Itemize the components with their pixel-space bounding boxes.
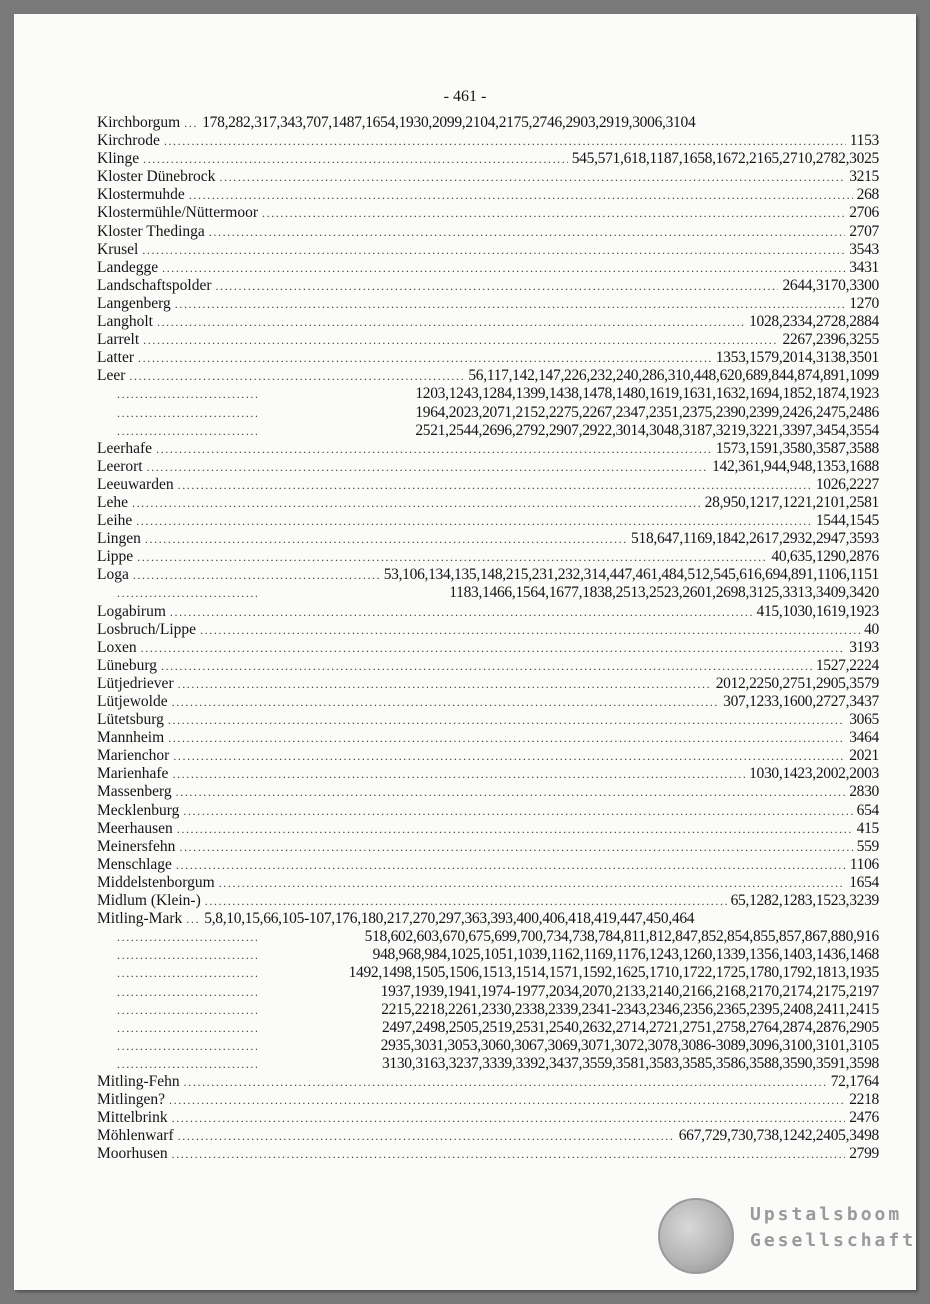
index-continuation-line	[97, 1055, 879, 1073]
index-entry	[97, 259, 879, 277]
entry-place-name: Mitling-Mark	[97, 910, 183, 928]
index-entry	[97, 367, 879, 385]
entry-place-name: Langholt	[97, 313, 153, 331]
entry-place-name: Lehe	[97, 493, 128, 511]
leader-dots	[168, 711, 845, 729]
leader-dots	[184, 1073, 827, 1091]
leader-dots	[117, 584, 257, 602]
leader-dots	[205, 892, 727, 910]
leader-dots	[172, 1109, 846, 1127]
index-entry	[97, 711, 879, 729]
entry-references: 1964,2023,2071,2152,2275,2267,2347,2351,2375,2390,2399,2426,2475,2486	[415, 403, 879, 421]
page-number: - 461 -	[443, 88, 487, 105]
index-entry	[97, 331, 879, 349]
entry-references: 1030,1423,2002,2003	[749, 765, 879, 783]
publisher-logo	[658, 1198, 917, 1278]
entry-place-name: Lütetsburg	[97, 711, 164, 729]
leader-dots	[129, 367, 464, 385]
leader-dots	[117, 1001, 257, 1019]
entry-references: 2012,2250,2751,2905,3579	[715, 674, 879, 692]
leader-dots	[169, 1091, 845, 1109]
entry-references: 667,729,730,738,1242,2405,3498	[678, 1127, 879, 1145]
leader-dots	[142, 241, 845, 259]
leader-dots	[209, 223, 845, 241]
index-entry	[97, 114, 879, 132]
entry-place-name: Leer	[97, 367, 126, 385]
entry-references: 654	[856, 801, 879, 819]
entry-references: 1203,1243,1284,1399,1438,1478,1480,1619,1631,1632,1694,1852,1874,1923	[415, 385, 879, 403]
entry-place-name: Lingen	[97, 530, 141, 548]
entry-place-name: Moorhusen	[97, 1145, 168, 1163]
entry-place-name: Mittelbrink	[97, 1109, 168, 1127]
index-continuation-line	[97, 964, 879, 982]
index-entry	[97, 838, 879, 856]
leader-dots	[117, 946, 257, 964]
entry-place-name: Landegge	[97, 258, 159, 276]
entry-references: 40,635,1290,2876	[771, 548, 879, 566]
entry-place-name: Mecklenburg	[97, 801, 180, 819]
leader-dots	[170, 603, 753, 621]
index-entry	[97, 1127, 879, 1145]
index-entry	[97, 204, 879, 222]
entry-place-name: Klostermühle/Nüttermoor	[97, 204, 258, 222]
leader-dots	[117, 422, 257, 440]
index-continuation-line	[97, 404, 879, 422]
entry-place-name: Logabirum	[97, 602, 166, 620]
entry-place-name: Lippe	[97, 548, 134, 566]
entry-place-name: Losbruch/Lippe	[97, 620, 197, 638]
entry-references: 2799	[849, 1145, 879, 1163]
entry-references: 948,968,984,1025,1051,1039,1162,1169,1176,1243,1260,1339,1356,1403,1436,1468	[372, 946, 879, 964]
entry-references: 3431	[849, 258, 879, 276]
index-entry	[97, 1109, 879, 1127]
entry-references: 2706	[849, 204, 879, 222]
index-entry	[97, 150, 879, 168]
entry-references: 3193	[849, 638, 879, 656]
leader-dots	[262, 204, 845, 222]
leader-dots	[117, 385, 257, 403]
leader-dots	[179, 838, 852, 856]
index-entry	[97, 566, 879, 584]
entry-references: 2707	[849, 222, 879, 240]
leader-dots	[172, 1145, 846, 1163]
leader-dots	[175, 295, 845, 313]
entry-references: 142,361,944,948,1353,1688	[712, 457, 879, 475]
leader-dots	[141, 639, 846, 657]
entry-place-name: Midlum (Klein-)	[97, 892, 201, 910]
index-entry	[97, 132, 879, 150]
index-entry	[97, 168, 879, 186]
index-entry	[97, 765, 879, 783]
leader-dots	[117, 983, 257, 1001]
leader-dots	[132, 494, 701, 512]
entry-references: 28,950,1217,1221,2101,2581	[704, 493, 879, 511]
leader-dots	[162, 259, 845, 277]
entry-place-name: Leerort	[97, 457, 143, 475]
index-entry	[97, 802, 879, 820]
index-continuation-line	[97, 422, 879, 440]
entry-references: 1028,2334,2728,2884	[749, 313, 879, 331]
entry-place-name: Larrelt	[97, 331, 140, 349]
entry-references: 2218	[849, 1091, 879, 1109]
index-entry	[97, 458, 879, 476]
leader-dots	[178, 675, 712, 693]
entry-place-name: Langenberg	[97, 294, 171, 312]
entry-references: 1937,1939,1941,1974-1977,2034,2070,2133,2140,2166,2168,2170,2174,2175,2197	[380, 982, 879, 1000]
index-entry	[97, 1091, 879, 1109]
index-continuation-line	[97, 1001, 879, 1019]
entry-references: 3464	[849, 729, 879, 747]
index-entry	[97, 747, 879, 765]
leader-dots	[219, 168, 845, 186]
entry-references: 1527,2224	[815, 656, 879, 674]
entry-place-name: Möhlenwarf	[97, 1127, 174, 1145]
leader-dots	[147, 458, 709, 476]
entry-place-name: Menschlage	[97, 855, 172, 873]
index-entry	[97, 603, 879, 621]
entry-place-name: Marienchor	[97, 747, 170, 765]
index-entry	[97, 440, 879, 458]
entry-place-name: Loxen	[97, 638, 137, 656]
entry-place-name: Mitlingen?	[97, 1091, 166, 1109]
index-entry	[97, 548, 879, 566]
index-entry	[97, 675, 879, 693]
leader-dots	[137, 548, 767, 566]
entry-place-name: Mitling-Fehn	[97, 1072, 180, 1090]
leader-dots	[172, 765, 745, 783]
leader-dots	[133, 566, 380, 584]
entry-place-name: Mannheim	[97, 729, 165, 747]
entry-place-name: Kirchborgum	[97, 114, 181, 131]
place-index	[97, 114, 879, 1163]
entry-place-name: Meerhausen	[97, 819, 173, 837]
seal-icon	[658, 1198, 734, 1274]
entry-references: 1106	[849, 855, 879, 873]
leader-dots	[184, 114, 198, 132]
document-page	[14, 14, 916, 1290]
index-entry	[97, 512, 879, 530]
entry-references: 3215	[849, 168, 879, 186]
entry-place-name: Marienhafe	[97, 765, 169, 783]
leader-dots	[156, 440, 712, 458]
entry-references: 1573,1591,3580,3587,3588	[715, 439, 879, 457]
entry-place-name: Kirchrode	[97, 132, 160, 150]
entry-references: 2021	[849, 747, 879, 765]
index-entry	[97, 313, 879, 331]
entry-references: 1153	[849, 132, 879, 150]
entry-place-name: Leerhafe	[97, 439, 153, 457]
entry-references: 2935,3031,3053,3060,3067,3069,3071,3072,3078,3086-3089,3096,3100,3101,3105	[380, 1036, 879, 1054]
leader-dots	[219, 874, 846, 892]
index-entry	[97, 494, 879, 512]
index-entry	[97, 657, 879, 675]
entry-references: 415,1030,1619,1923	[756, 602, 879, 620]
entry-place-name: Leeuwarden	[97, 475, 174, 493]
entry-place-name: Leihe	[97, 512, 133, 530]
entry-references: 2521,2544,2696,2792,2907,2922,3014,3048,3187,3219,3221,3397,3454,3554	[415, 421, 879, 439]
leader-dots	[200, 621, 860, 639]
entry-references: 1492,1498,1505,1506,1513,1514,1571,1592,1625,1710,1722,1725,1780,1792,1813,1935	[348, 964, 879, 982]
entry-references: 518,602,603,670,675,699,700,734,738,784,811,812,847,852,854,855,857,867,880,916	[364, 928, 879, 946]
leader-dots	[189, 186, 853, 204]
index-entry	[97, 729, 879, 747]
entry-references: 307,1233,1600,2727,3437	[723, 693, 879, 710]
leader-dots	[117, 964, 257, 982]
leader-dots	[161, 657, 812, 675]
entry-place-name: Krusel	[97, 240, 139, 258]
index-continuation-line	[97, 1037, 879, 1055]
index-entry	[97, 639, 879, 657]
index-continuation-line	[97, 928, 879, 946]
index-entry	[97, 820, 879, 838]
entry-references: 2497,2498,2505,2519,2531,2540,2632,2714,2721,2751,2758,2764,2874,2876,2905	[381, 1018, 879, 1036]
leader-dots	[143, 331, 778, 349]
entry-references: 268	[856, 186, 879, 204]
entry-references: 1654	[849, 873, 879, 891]
entry-place-name: Lüneburg	[97, 656, 157, 674]
leader-dots	[117, 928, 257, 946]
leader-dots	[168, 729, 845, 747]
index-entry	[97, 186, 879, 204]
logo-text	[750, 1202, 916, 1254]
entry-place-name: Loga	[97, 566, 129, 584]
entry-references: 559	[856, 837, 879, 855]
entry-references: 1183,1466,1564,1677,1838,2513,2523,2601,2698,3125,3313,3409,3420	[449, 584, 879, 602]
leader-dots	[178, 1127, 675, 1145]
entry-references: 3130,3163,3237,3339,3392,3437,3559,3581,3583,3585,3586,3588,3590,3591,3598	[381, 1054, 879, 1072]
leader-dots	[117, 1055, 257, 1073]
index-continuation-line	[97, 584, 879, 602]
index-entry	[97, 1073, 879, 1091]
leader-dots	[178, 476, 812, 494]
entry-place-name: Lütjedriever	[97, 674, 174, 692]
index-entry	[97, 349, 879, 367]
entry-references: 2644,3170,3300	[782, 276, 879, 294]
entry-place-name: Lütjewolde	[97, 693, 168, 710]
entry-references: 2267,2396,3255	[782, 331, 879, 349]
entry-references: 72,1764	[830, 1072, 879, 1090]
leader-dots	[138, 349, 712, 367]
leader-dots	[173, 747, 845, 765]
logo-line-2: Gesellschaft	[750, 1230, 917, 1251]
leader-dots	[176, 856, 846, 874]
entry-place-name: Meinersfehn	[97, 837, 176, 855]
entry-references: 5,8,10,15,66,105-107,176,180,217,270,297,363,393,400,406,418,419,447,450,464	[204, 910, 695, 928]
entry-references: 2476	[849, 1109, 879, 1127]
leader-dots	[117, 1037, 257, 1055]
entry-references: 3065	[849, 711, 879, 729]
entry-place-name: Massenberg	[97, 783, 172, 801]
entry-place-name: Landschaftspolder	[97, 276, 212, 294]
index-entry	[97, 874, 879, 892]
entry-place-name: Latter	[97, 349, 135, 367]
index-entry	[97, 1145, 879, 1163]
entry-place-name: Kloster Dünebrock	[97, 168, 216, 186]
entry-references: 1026,2227	[815, 475, 879, 493]
index-continuation-line	[97, 385, 879, 403]
leader-dots	[183, 802, 852, 820]
index-entry	[97, 693, 879, 711]
logo-line-1: Upstalsboom	[750, 1204, 903, 1225]
leader-dots	[157, 313, 745, 331]
entry-references: 518,647,1169,1842,2617,2932,2947,3593	[631, 530, 879, 548]
leader-dots	[117, 404, 257, 422]
leader-dots	[164, 132, 846, 150]
entry-references: 1270	[849, 294, 879, 312]
index-entry	[97, 530, 879, 548]
index-entry	[97, 621, 879, 639]
index-entry	[97, 910, 879, 928]
leader-dots	[216, 277, 779, 295]
entry-references: 545,571,618,1187,1658,1672,2165,2710,2782,3025	[571, 150, 879, 168]
index-entry	[97, 295, 879, 313]
entry-references: 65,1282,1283,1523,3239	[730, 892, 879, 910]
entry-references: 2830	[849, 783, 879, 801]
index-entry	[97, 277, 879, 295]
index-entry	[97, 241, 879, 259]
entry-place-name: Kloster Thedinga	[97, 222, 205, 240]
entry-references: 178,282,317,343,707,1487,1654,1930,2099,2104,2175,2746,2903,2919,3006,3104	[202, 114, 696, 131]
entry-references: 415	[856, 819, 879, 837]
entry-references: 56,117,142,147,226,232,240,286,310,448,620,689,844,874,891,1099	[468, 367, 879, 385]
index-continuation-line	[97, 983, 879, 1001]
leader-dots	[172, 693, 720, 711]
entry-references: 53,106,134,135,148,215,231,232,314,447,461,484,512,545,616,694,891,1106,1151	[383, 566, 879, 584]
entry-references: 40	[864, 620, 879, 638]
leader-dots	[136, 512, 812, 530]
entry-references: 3543	[849, 240, 879, 258]
index-entry	[97, 476, 879, 494]
entry-place-name: Klinge	[97, 150, 140, 168]
entry-place-name: Middelstenborgum	[97, 873, 215, 891]
entry-references: 2215,2218,2261,2330,2338,2339,2341-2343,2346,2356,2365,2395,2408,2411,2415	[381, 1000, 879, 1018]
entry-references: 1544,1545	[815, 512, 879, 530]
entry-references: 1353,1579,2014,3138,3501	[715, 349, 879, 367]
index-continuation-line	[97, 1019, 879, 1037]
leader-dots	[176, 783, 846, 801]
index-entry	[97, 783, 879, 801]
leader-dots	[177, 820, 853, 838]
index-continuation-line	[97, 946, 879, 964]
entry-place-name: Klostermuhde	[97, 186, 185, 204]
index-entry	[97, 892, 879, 910]
index-entry	[97, 856, 879, 874]
leader-dots	[186, 910, 200, 928]
leader-dots	[145, 530, 627, 548]
leader-dots	[143, 150, 568, 168]
index-entry	[97, 223, 879, 241]
leader-dots	[117, 1019, 257, 1037]
